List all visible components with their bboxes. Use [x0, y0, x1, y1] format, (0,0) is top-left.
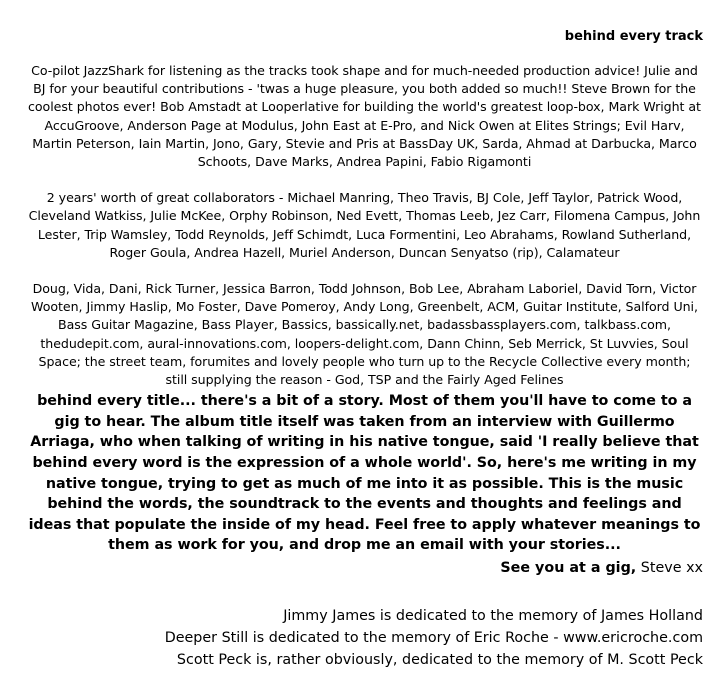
dedications-list — [26, 605, 703, 671]
dedication-line: Deeper Still is dedicated to the memory of Eric Roche - www.ericroche.com — [164, 630, 703, 646]
signoff — [26, 558, 703, 578]
dedication-line: Jimmy James is dedicated to the memory of James Holland — [283, 608, 703, 624]
section-heading: behind every track — [564, 29, 703, 44]
signoff-text: See you at a gig, — [500, 560, 637, 576]
story-paragraph: behind every title... there's a bit of a story. Most of them you'll have to come to a gig to hear. The album title itself was taken from an interview with Guillermo Arriaga, who when talking of writing in his native tongue, said 'I really believe that behind every word is the expression of a whole world'. So, here's me writing in my native tongue, trying to get as much of me into it as possible. This is the music behind the words, the soundtrack to the events and thoughts and feelings and ideas that populate the inside of my head. Feel free to apply whatever meanings to them as work for you, and drop me an email with your stories... — [28, 393, 701, 554]
credits-paragraph-1: Co-pilot JazzShark for listening as the tracks took shape and for much-needed production advice! Julie and BJ for your beautiful contributions - 'twas a huge pleasure, you both added so much!! Steve Brown for the coolest photos ever! Bob Amstadt at Looperlative for building the world's greatest loop-box, Mark Wright at AccuGroove, Anderson Page at Modulus, John East at E-Pro, and Nick Owen at Elites Strings; Evil Harv, Martin Peterson, Iain Martin, Jono, Gary, Stevie and Pris at BassDay UK, Sarda, Ahmad at Darbucka, Marco Schoots, Dave Marks, Andrea Papini, Fabio Rigamonti — [28, 63, 701, 170]
credits-paragraph-2: 2 years' worth of great collaborators - Michael Manring, Theo Travis, BJ Cole, Jeff Taylor, Patrick Wood, Cleveland Watkiss, Julie McKee, Orphy Robinson, Ned Evett, Thomas Leeb, Jez Carr, Filomena Campus, John Lester, Trip Wamsley, Todd Reynolds, Jeff Schimdt, Luca Formentini, Leo Abrahams, Rowland Sutherland, Roger Goula, Andrea Hazell, Muriel Anderson, Duncan Senyatso (rip), Calamateur — [28, 190, 701, 260]
credits-paragraph-3: Doug, Vida, Dani, Rick Turner, Jessica Barron, Todd Johnson, Bob Lee, Abraham Laboriel, David Torn, Victor Wooten, Jimmy Haslip, Mo Foster, Dave Pomeroy, Andy Long, Greenbelt, ACM, Guitar Institute, Salford Uni, Bass Guitar Magazine, Bass Player, Bassics, bassically.net, badassbassplayers.com, talkbass.com, thedudepit.com, aural-innovations.com, loopers-delight.com, Dann Chinn, Seb Merrick, St Luvvies, Soul Space; the street team, forumites and lovely people who turn up to the Recycle Collective every month; still supplying the reason - God, TSP and the Fairly Aged Felines — [31, 281, 698, 388]
signoff-name: Steve xx — [640, 560, 703, 576]
liner-notes-page — [26, 28, 703, 671]
dedication-line: Scott Peck is, rather obviously, dedicated to the memory of M. Scott Peck — [176, 652, 703, 668]
